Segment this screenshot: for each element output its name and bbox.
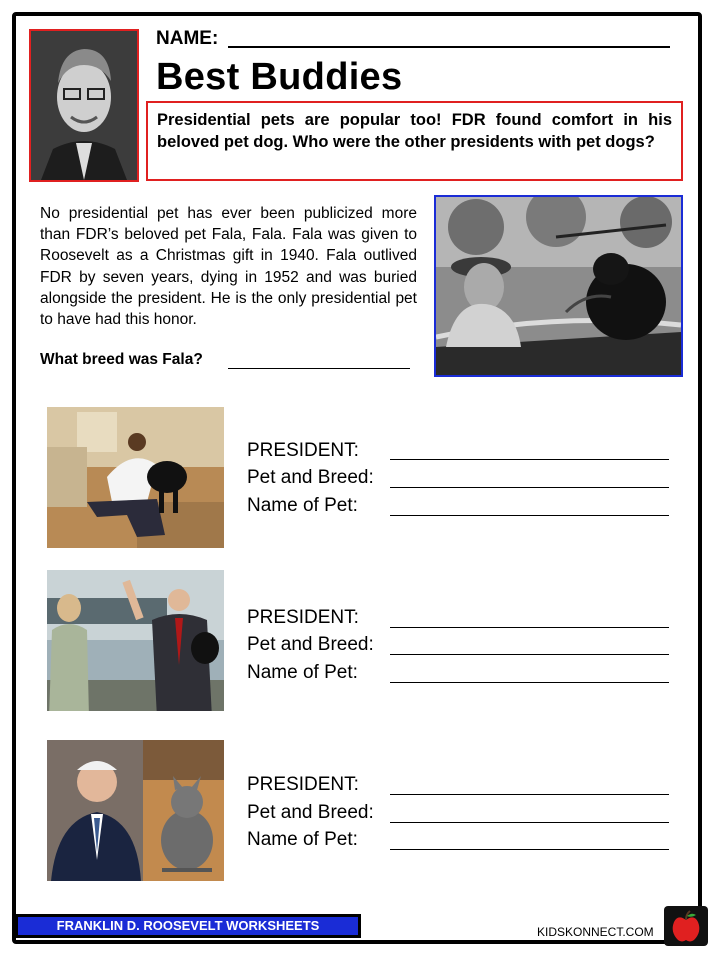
pet-breed-label-1: Pet and Breed: (247, 467, 374, 488)
pet-breed-answer-line-3[interactable] (390, 822, 669, 823)
pet-name-label-3: Name of Pet: (247, 829, 358, 850)
name-input-line[interactable] (228, 46, 670, 48)
president-label-1: PRESIDENT: (247, 440, 359, 461)
president-answer-line-1[interactable] (390, 459, 669, 460)
breed-question: What breed was Fala? (40, 351, 203, 368)
name-label: NAME: (156, 28, 219, 49)
fdr-fala-car-photo (434, 195, 683, 377)
president-label-2: PRESIDENT: (247, 607, 359, 628)
page-title: Best Buddies (156, 56, 403, 98)
pet-breed-answer-line-2[interactable] (390, 654, 669, 655)
pet-name-answer-line-1[interactable] (390, 515, 669, 516)
pet-name-label-1: Name of Pet: (247, 495, 358, 516)
breed-answer-line[interactable] (228, 368, 410, 369)
pet-breed-answer-line-1[interactable] (390, 487, 669, 488)
president-label-3: PRESIDENT: (247, 774, 359, 795)
pet-breed-label-3: Pet and Breed: (247, 802, 374, 823)
pet-name-answer-line-2[interactable] (390, 682, 669, 683)
fdr-portrait-photo (29, 29, 139, 182)
president-answer-line-3[interactable] (390, 794, 669, 795)
biden-and-cat-photo (47, 740, 224, 881)
pet-name-answer-line-3[interactable] (390, 849, 669, 850)
site-footer-label: KIDSKONNECT.COM (537, 925, 654, 939)
series-footer-label: FRANKLIN D. ROOSEVELT WORKSHEETS (15, 914, 361, 938)
obama-with-dog-photo (47, 407, 224, 548)
fala-passage: No presidential pet has ever been publicized more than FDR’s beloved pet Fala, Fala. Fala was given to Roosevelt as a Christmas gift in 1940. Fala outlived FDR by seven years, dying in 1952 and was buried alongside the president. He is the only presidential pet to have had this honor. (40, 205, 417, 329)
pet-name-label-2: Name of Pet: (247, 662, 358, 683)
apple-icon (664, 906, 708, 946)
intro-box: Presidential pets are popular too! FDR found comfort in his beloved pet dog. Who were the other presidents with pet dogs? (146, 101, 683, 181)
pet-breed-label-2: Pet and Breed: (247, 634, 374, 655)
president-answer-line-2[interactable] (390, 627, 669, 628)
bush-with-dog-photo (47, 570, 224, 711)
